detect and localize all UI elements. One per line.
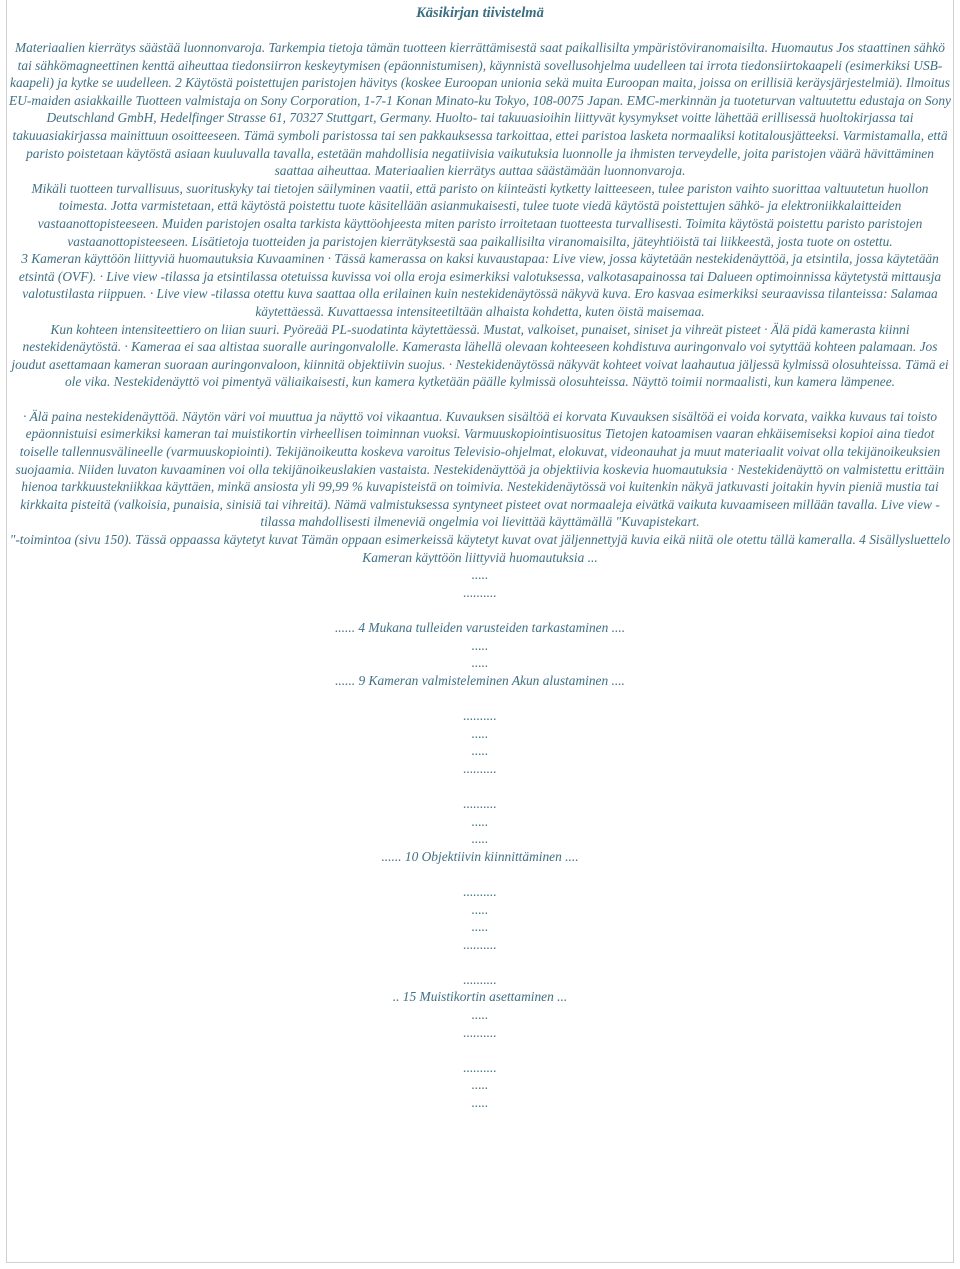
- toc-line: ..........: [463, 707, 497, 723]
- toc-line: .....: [471, 919, 489, 935]
- toc-line: .....: [471, 637, 489, 653]
- toc-line: [7, 865, 953, 883]
- toc-line: .....: [471, 725, 489, 741]
- toc-line: ..........: [463, 936, 497, 952]
- document-page: [6, 0, 954, 1263]
- toc-line: ..........: [463, 1024, 497, 1040]
- toc-line: .....: [471, 813, 489, 829]
- toc-line: .....: [471, 1095, 489, 1111]
- paragraph-copyright-notes: · Älä paina nestekidenäyttöä. Näytön väri voi muuttua ja näyttö voi vikaantua. Kuvauksen sisältöä ei korvata Kuvauksen sisältöä ei voida korvata, vaikka kuvaus tai toisto epäonnistuisi esimerkiksi kameran tai muistikortin virheellisen toiminnan vuoksi. Varmuuskopiointisuositus Tietojen katoamisen vaaran ehkäisemiseksi kopioi aina tiedot toiselle tallennusvälineelle (varmuuskopiointi). Tekijänoikeutta koskeva varoitus Televisio-ohjelmat, elokuvat, videonauhat ja muut materiaalit voivat olla tekijänoikeuksien suojaamia. Niiden luvaton kuvaaminen voi olla tekijänoikeuslakien vastaista. Nestekidenäyttöä ja objektiivia koskevia huomautuksia · Nestekidenäyttö on valmistettu erittäin hienoa tarkkuustekniikkaa käyttäen, minkä ansiosta yli 99,99 % kuvapisteistä on toimivia. Nestekidenäytössä voi kuitenkin näkyä jatkuvasti joitakin hyvin pieniä mustia tai kirkkaita pisteitä (valkoisia, punaisia, sinisiä tai vihreitä). Nämä valmistuksessa syntyneet pisteet ovat normaaleja eivätkä vaikuta kuvaamiseen millään tavalla. Live view -tilassa mahdollisesti ilmeneviä ongelmia voi lievittää käyttämällä "Kuvapistekart.: [15, 408, 945, 530]
- toc-line: ..........: [463, 971, 497, 987]
- toc-line: .....: [471, 1007, 489, 1023]
- document-title: Käsikirjan tiivistelmä: [416, 5, 544, 21]
- toc-entry-battery-charging[interactable]: ...... 9 Kameran valmisteleminen Akun alustaminen ....: [335, 672, 625, 688]
- toc-line: [7, 689, 953, 707]
- toc-line: ..........: [463, 760, 497, 776]
- toc-line: .....: [471, 831, 489, 847]
- toc-line: .....: [471, 901, 489, 917]
- toc-line: [7, 777, 953, 795]
- toc-line: [7, 953, 953, 971]
- toc-line: [7, 1041, 953, 1059]
- table-of-contents: [7, 566, 953, 1111]
- toc-line: .....: [471, 567, 489, 583]
- toc-entry-lens-attach[interactable]: ...... 10 Objektiivin kiinnittäminen ....: [381, 848, 579, 864]
- toc-entry-accessories[interactable]: ...... 4 Mukana tulleiden varusteiden tarkastaminen ....: [334, 620, 626, 635]
- toc-line: .....: [471, 743, 489, 759]
- paragraph-camera-notes: 3 Kameran käyttöön liittyviä huomautuksia Kuvaaminen · Tässä kamerassa on kaksi kuvaustapaa: Live view, jossa käytetään nestekidenäyttöä, ja etsintila, jossa käytetään etsintä (OVF). · Live view -tilassa ja etsintilassa otetuissa kuvissa voi olla eroja esimerkiksi valotuksessa, valkotasapainossa tai Dalueen optimoinnissa käytetystä mittausja valotustilasta riippuen. · Live view -tilassa otettu kuva saattaa olla erilainen kuin nestekidenäytössä näkyvä kuva. Ero kasvaa esimerkiksi seuraavissa tilanteissa: Salamaa käytettäessä. Kuvattaessa intensiteetiltään alhaista kohdetta, kuten öistä maisemaa.: [18, 251, 942, 319]
- document-body: [7, 39, 953, 566]
- toc-line: .....: [471, 1077, 489, 1093]
- toc-line: .....: [471, 655, 489, 671]
- toc-line: ..........: [463, 795, 497, 811]
- toc-line: [7, 601, 953, 619]
- paragraph-recycling-and-battery: Materiaalien kierrätys säästää luonnonvaroja. Tarkempia tietoja tämän tuotteen kierrättämisestä saat paikallisilta ympäristöviranomaisilta. Huomautus Jos staattinen sähkö tai sähkömagneettinen kenttä aiheuttaa tiedonsiirron keskeytymisen (epäonnistumisen), käynnistä sovellusohjelma uudelleen tai irrota tiedonsiirtokaapeli (esimerkiksi USB-kaapeli) ja kytke se uudelleen. 2 Käytöstä poistettujen paristojen hävitys (koskee Euroopan unionia sekä muita Euroopan maita, joissa on erillisiä keräysjärjestelmiä). Ilmoitus EU-maiden asiakkaille Tuotteen valmistaja on Sony Corporation, 1-7-1 Konan Minato-ku Tokyo, 108-0075 Japan. EMC-merkinnän ja tuoteturvan valtuutettu edustaja on Sony Deutschland GmbH, Hedelfinger Strasse 61, 70327 Stuttgart, Germany. Huolto- tai takuuasioihin liittyvät kysymykset voitte lähettää erillisessä huoltokirjassa tai takuuasiakirjassa mainittuun osoitteeseen. Tämä symboli paristossa tai sen pakkauksessa tarkoittaa, ettei paristoa lasketa normaaliksi kotitalousjätteeksi. Varmistamalla, että paristo poistetaan käytöstä asiaan kuuluvalla tavalla, estetään mahdollisia negatiivisia vaikutuksia luonnolle ja ihmisten terveydelle, joita paristojen väärä hävittäminen saattaa aiheuttaa. Materiaalien kierrätys auttaa säästämään luonnonvaroja.: [9, 40, 951, 179]
- toc-line: ..........: [463, 1059, 497, 1075]
- paragraph-gap: [8, 391, 952, 408]
- toc-entry-memory-card[interactable]: .. 15 Muistikortin asettaminen ...: [392, 989, 568, 1005]
- paragraph-lcd-notes: Kun kohteen intensiteettiero on liian suuri. Pyöreää PL-suodatinta käytettäessä. Mustat, valkoiset, punaiset, siniset ja vihreät pisteet · Älä pidä kamerasta kiinni nestekidenäytöstä. · Kameraa ei saa altistaa suoralle auringonvalolle. Kamerasta lähellä olevaan kohteeseen kohdistuva auringonvalo voi sytyttää kohteen palamaan. Jos joudut asettamaan kameran suoraan auringonvaloon, kiinnitä objektiivin suojus. · Nestekidenäytössä näkyvät kohteet voivat laahautua jäljessä kylmissä olosuhteissa. Tämä ei ole vika. Nestekidenäyttö voi pimentyä väliaikaisesti, kun kamera kytketään päälle kylmissä olosuhteissa. Näyttö toimii normaalisti, kun kamera lämpenee.: [11, 321, 949, 390]
- toc-line: ..........: [463, 883, 497, 899]
- paragraph-toc-heading: "-toimintoa (sivu 150). Tässä oppaassa käytetyt kuvat Tämän oppaan esimerkeissä käytetyt kuvat ovat jäljennettyjä kuvia eikä niitä ole otettu tällä kameralla. 4 Sisällysluettelo Kameran käyttöön liittyviä huomautuksia ...: [9, 532, 951, 565]
- paragraph-battery-replacement: Mikäli tuotteen turvallisuus, suorituskyky tai tietojen säilyminen vaatii, että paristo on kiinteästi kytketty laitteeseen, tulee pariston vaihto suorittaa valtuutetun huollon toimesta. Jotta varmistetaan, että käytöstä poistettu tuote käsitellään asianmukaisesti, tulee tuote viedä käytöstä poistettujen sähkö- ja elektroniikkalaitteiden vastaanottopisteeseen. Muiden paristojen osalta tarkista käyttöohjeesta miten paristo irroitetaan tuotteesta turvallisesti. Toimita käytöstä poistettu paristo paristojen vastaanottopisteeseen. Lisätietoja tuotteiden ja paristojen kierrätyksestä saa paikallisilta viranomaisilta, jäteyhtiöistä tai liikkeestä, josta tuote on ostettu.: [31, 180, 929, 249]
- toc-line: ..........: [463, 584, 497, 600]
